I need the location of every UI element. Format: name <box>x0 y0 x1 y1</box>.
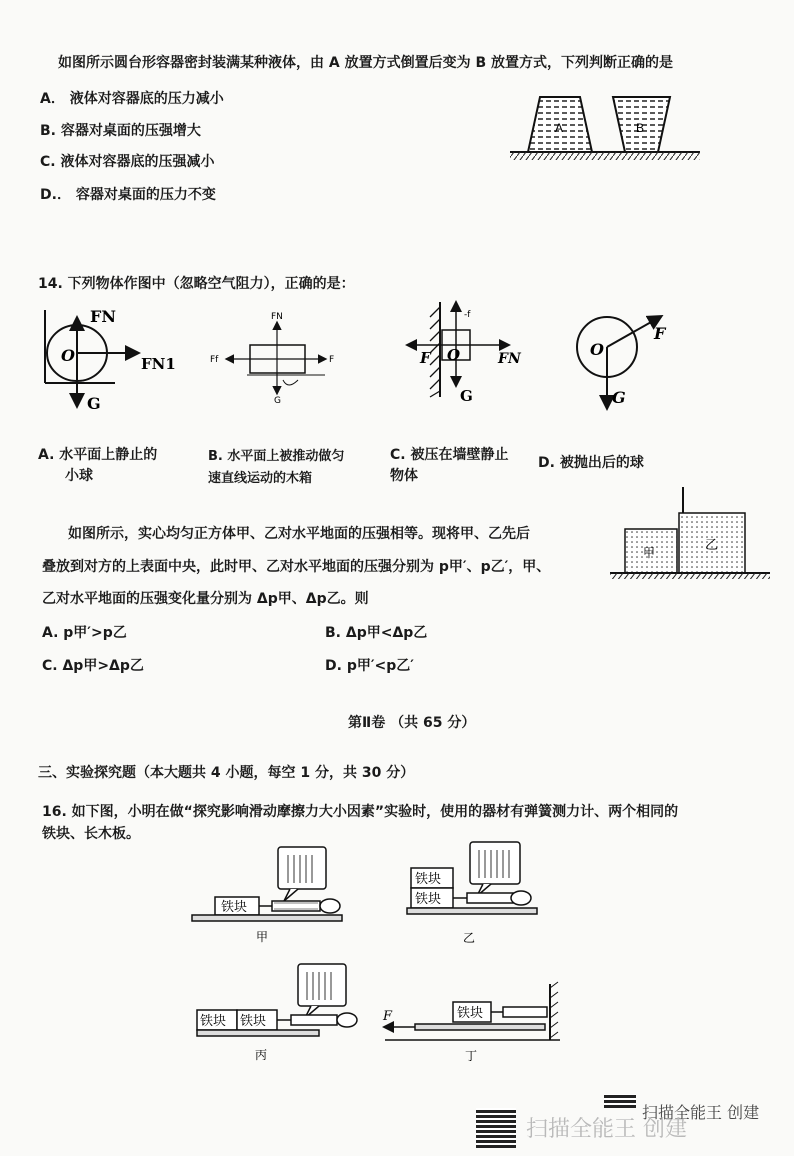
q15-line2: 叠放到对方的上表面中央，此时甲、乙对水平地面的压强分别为 p甲′、p乙′，甲、 <box>42 559 551 575</box>
q14-option-a-2: 小球 <box>65 468 93 484</box>
watermark-faint: 扫描全能王 创建 <box>642 1103 760 1122</box>
svg-text:FN: FN <box>498 351 521 367</box>
q14-figure-d <box>570 305 680 415</box>
q14-stem: 14. 下列物体作图中（忽略空气阻力），正确的是： <box>38 276 355 292</box>
q16-figure-bing <box>195 960 375 1065</box>
svg-text:-f: -f <box>464 310 471 320</box>
svg-text:G: G <box>460 387 473 405</box>
q15-option-d: D. p甲′<p乙′ <box>325 658 414 674</box>
q13-option-a: A． 液体对容器底的压力减小 <box>40 91 224 107</box>
q15-option-b: B. Δp甲<Δp乙 <box>325 625 428 641</box>
q14-option-b: B. 水平面上被推动做匀 <box>208 449 345 464</box>
section3-title: 三、实验探究题（本大题共 4 小题，每空 1 分，共 30 分） <box>38 765 415 781</box>
q14-option-b-2: 速直线运动的木箱 <box>208 471 313 486</box>
svg-text:F: F <box>383 1009 393 1024</box>
q15-line3: 乙对水平地面的压强变化量分别为 Δp甲、Δp乙。则 <box>42 591 369 607</box>
svg-text:铁块: 铁块 <box>457 1006 484 1021</box>
container-a-label: A <box>555 121 564 135</box>
svg-text:G: G <box>612 388 626 407</box>
q16-figure-ding <box>375 980 565 1065</box>
q15-figure <box>605 485 775 580</box>
container-b-label: B <box>636 121 645 135</box>
qr-code-small <box>604 1094 636 1108</box>
svg-text:FN1: FN1 <box>141 355 176 373</box>
svg-text:甲: 甲 <box>256 930 269 944</box>
svg-text:O: O <box>447 346 461 364</box>
q14-figure-c <box>400 297 530 407</box>
q16-figure-jia <box>190 845 350 945</box>
svg-text:丁: 丁 <box>465 1049 478 1063</box>
q13-option-c: C. 液体对容器底的压强减小 <box>40 154 215 170</box>
svg-text:Ff: Ff <box>210 355 219 365</box>
q13-option-b: B. 容器对桌面的压强增大 <box>40 123 201 139</box>
q13-option-d: D.． 容器对桌面的压力不变 <box>40 187 216 203</box>
svg-text:F: F <box>329 355 335 365</box>
svg-text:乙: 乙 <box>705 538 719 553</box>
watermark-text: 扫描全能王 创建 <box>526 1117 687 1142</box>
q14-figure-b <box>205 305 350 405</box>
svg-text:铁块: 铁块 <box>415 872 442 887</box>
q16-line2: 铁块、长木板。 <box>42 826 140 842</box>
svg-text:铁块: 铁块 <box>221 900 248 915</box>
svg-text:丙: 丙 <box>255 1048 268 1062</box>
svg-text:F: F <box>420 349 431 367</box>
q14-figure-a <box>35 305 185 415</box>
svg-text:F: F <box>654 324 666 343</box>
q16-figure-yi <box>405 838 565 948</box>
svg-text:O: O <box>61 346 75 365</box>
svg-text:甲: 甲 <box>643 546 656 560</box>
svg-text:G: G <box>87 394 101 413</box>
svg-text:铁块: 铁块 <box>415 892 442 907</box>
q16-line1: 16. 如下图，小明在做“探究影响滑动摩擦力大小因素”实验时，使用的器材有弹簧测力计、两个相同的 <box>42 804 679 820</box>
q13-stem: 如图所示圆台形容器密封装满某种液体，由 A 放置方式倒置后变为 B 放置方式，下列判断正确的是 <box>58 55 673 71</box>
q14-option-c-2: 物体 <box>390 468 418 484</box>
part2-title: 第Ⅱ卷 （共 65 分） <box>348 715 476 731</box>
q15-line1: 如图所示，实心均匀正方体甲、乙对水平地面的压强相等。现将甲、乙先后 <box>68 526 530 542</box>
q14-option-c: C. 被压在墙壁静止 <box>390 447 509 463</box>
q14-option-a: A. 水平面上静止的 <box>38 447 158 463</box>
qr-code <box>476 1108 516 1148</box>
svg-text:FN: FN <box>90 307 116 326</box>
svg-text:乙: 乙 <box>463 931 476 945</box>
q13-figure <box>505 92 710 162</box>
svg-text:FN: FN <box>271 312 283 322</box>
q15-option-a: A. p甲′>p乙 <box>42 625 127 641</box>
svg-text:铁块: 铁块 <box>240 1014 267 1029</box>
q14-option-d: D. 被抛出后的球 <box>538 455 644 471</box>
svg-text:铁块: 铁块 <box>200 1014 227 1029</box>
svg-text:G: G <box>274 396 281 405</box>
q15-option-c: C. Δp甲>Δp乙 <box>42 658 144 674</box>
svg-text:O: O <box>590 340 604 359</box>
